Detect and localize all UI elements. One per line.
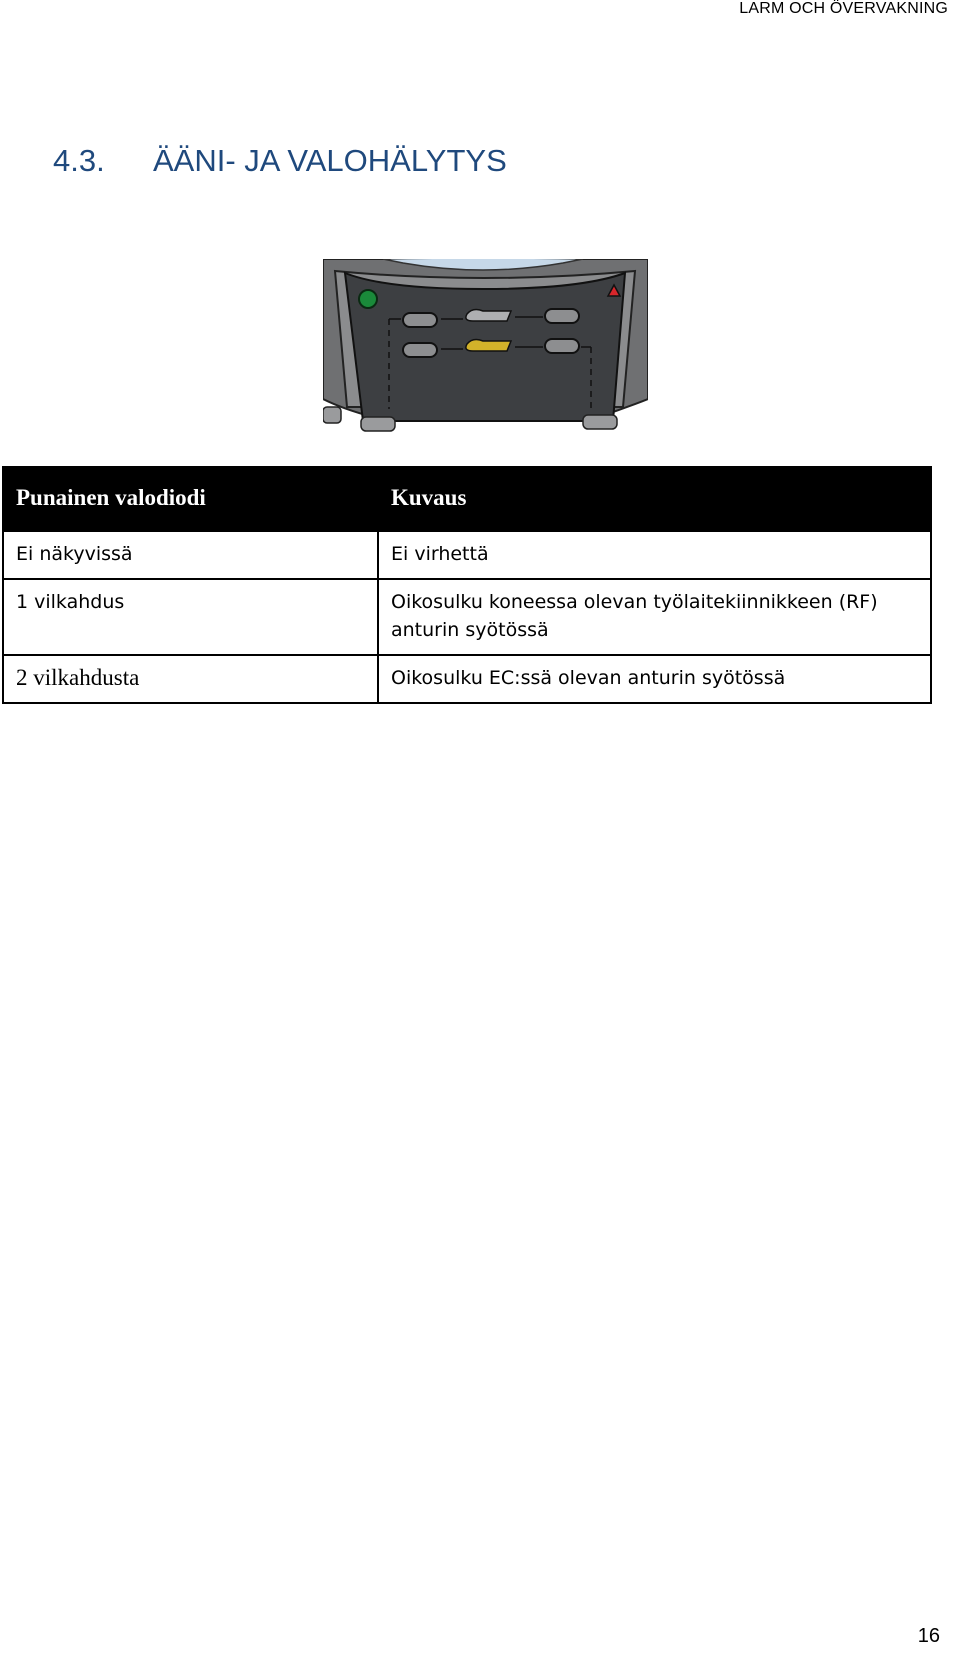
section-number: 4.3. bbox=[53, 143, 105, 178]
column-header-led: Punainen valodiodi bbox=[3, 467, 378, 531]
table-row bbox=[3, 579, 931, 655]
control-panel-drawing bbox=[323, 259, 648, 439]
description-cell: Oikosulku EC:ssä olevan anturin syötössä bbox=[378, 655, 931, 703]
table-row bbox=[3, 531, 931, 579]
table-header-row bbox=[3, 467, 931, 531]
description-cell: Ei virhettä bbox=[378, 531, 931, 579]
tool-symbol-icon bbox=[466, 310, 511, 321]
led-state-cell: 2 vilkahdusta bbox=[3, 655, 378, 703]
green-led-icon bbox=[359, 290, 377, 308]
led-state-cell: Ei näkyvissä bbox=[3, 531, 378, 579]
section-title: ÄÄNI- JA VALOHÄLYTYS bbox=[153, 143, 507, 178]
highlighted-tool-symbol-icon bbox=[466, 340, 511, 351]
control-panel-illustration bbox=[323, 259, 648, 439]
section-heading bbox=[53, 143, 507, 179]
table-row bbox=[3, 655, 931, 703]
alarm-table bbox=[2, 466, 932, 704]
running-header: LARM OCH ÖVERVAKNING bbox=[739, 0, 948, 17]
description-cell: Oikosulku koneessa olevan työlaitekiinnikkeen (RF) anturin syötössä bbox=[378, 579, 931, 655]
page-number: 16 bbox=[917, 1625, 940, 1647]
column-header-description: Kuvaus bbox=[378, 467, 931, 531]
led-state-cell: 1 vilkahdus bbox=[3, 579, 378, 655]
